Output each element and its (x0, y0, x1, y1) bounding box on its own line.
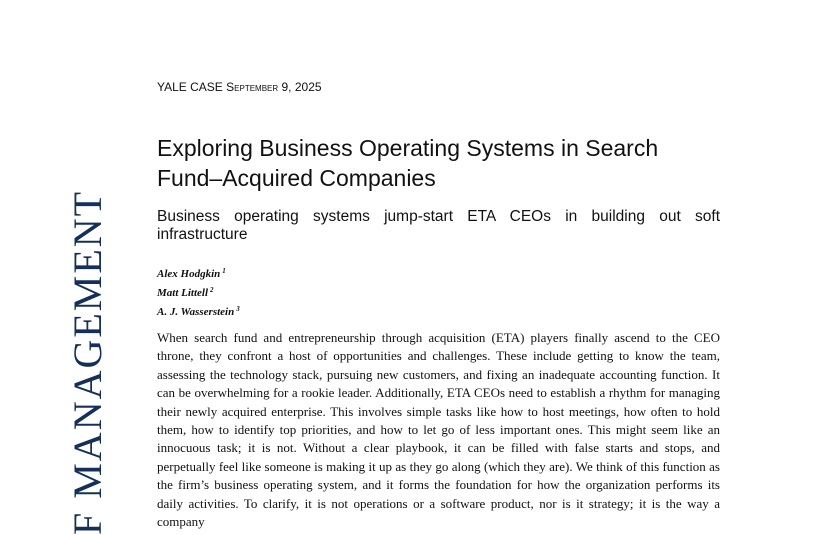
document-subtitle: Business operating systems jump-start ETA CEOs in building out soft infrastructure (157, 208, 720, 243)
author-name: Matt Littell (157, 287, 209, 299)
body-paragraph: When search fund and entrepreneurship through acquisition (ETA) players finally ascend to the CEO throne, they confront a host of opportunities and challenges. These include getting to know the team, assessing the technology stack, pursuing new customers, and fixing an inadequate accounting function. It can be overwhelming for a rookie leader. Additionally, ETA CEOs need to establish a rhythm for managing their newly acquired enterprise. This involves simple tasks like how to host meetings, how often to hold them, how to identify top priorities, and how to let go of less important ones. This might seem like an innocuous task; it is not. Without a clear playbook, it can be filled with false starts and stops, and perpetually feel like someone is making it up as they go along (which they are). We think of this function as the firm’s business operating system, and it forms the foundation for how the organization performs its daily activities. To clarify, it is not operations or a software product, nor is it strategy; it is the way a company (157, 330, 720, 530)
case-date: September 9, 2025 (226, 80, 322, 94)
sidebar-label: F MANAGEMENT (65, 189, 110, 535)
author (157, 282, 240, 301)
author-list (157, 263, 240, 320)
footnote-marker[interactable]: 1 (222, 267, 226, 275)
author (157, 263, 240, 282)
author-name: A. J. Wasserstein (157, 306, 235, 318)
document-title: Exploring Business Operating Systems in Search Fund–Acquired Companies (157, 135, 659, 191)
footnote-marker[interactable]: 3 (236, 305, 240, 313)
case-prefix: YALE CASE (157, 80, 223, 94)
footnote-marker[interactable]: 2 (210, 286, 214, 294)
sidebar-vertical-text (12, 92, 110, 535)
author-name: Alex Hodgkin (157, 268, 221, 280)
author (157, 301, 240, 320)
case-header (157, 80, 322, 94)
